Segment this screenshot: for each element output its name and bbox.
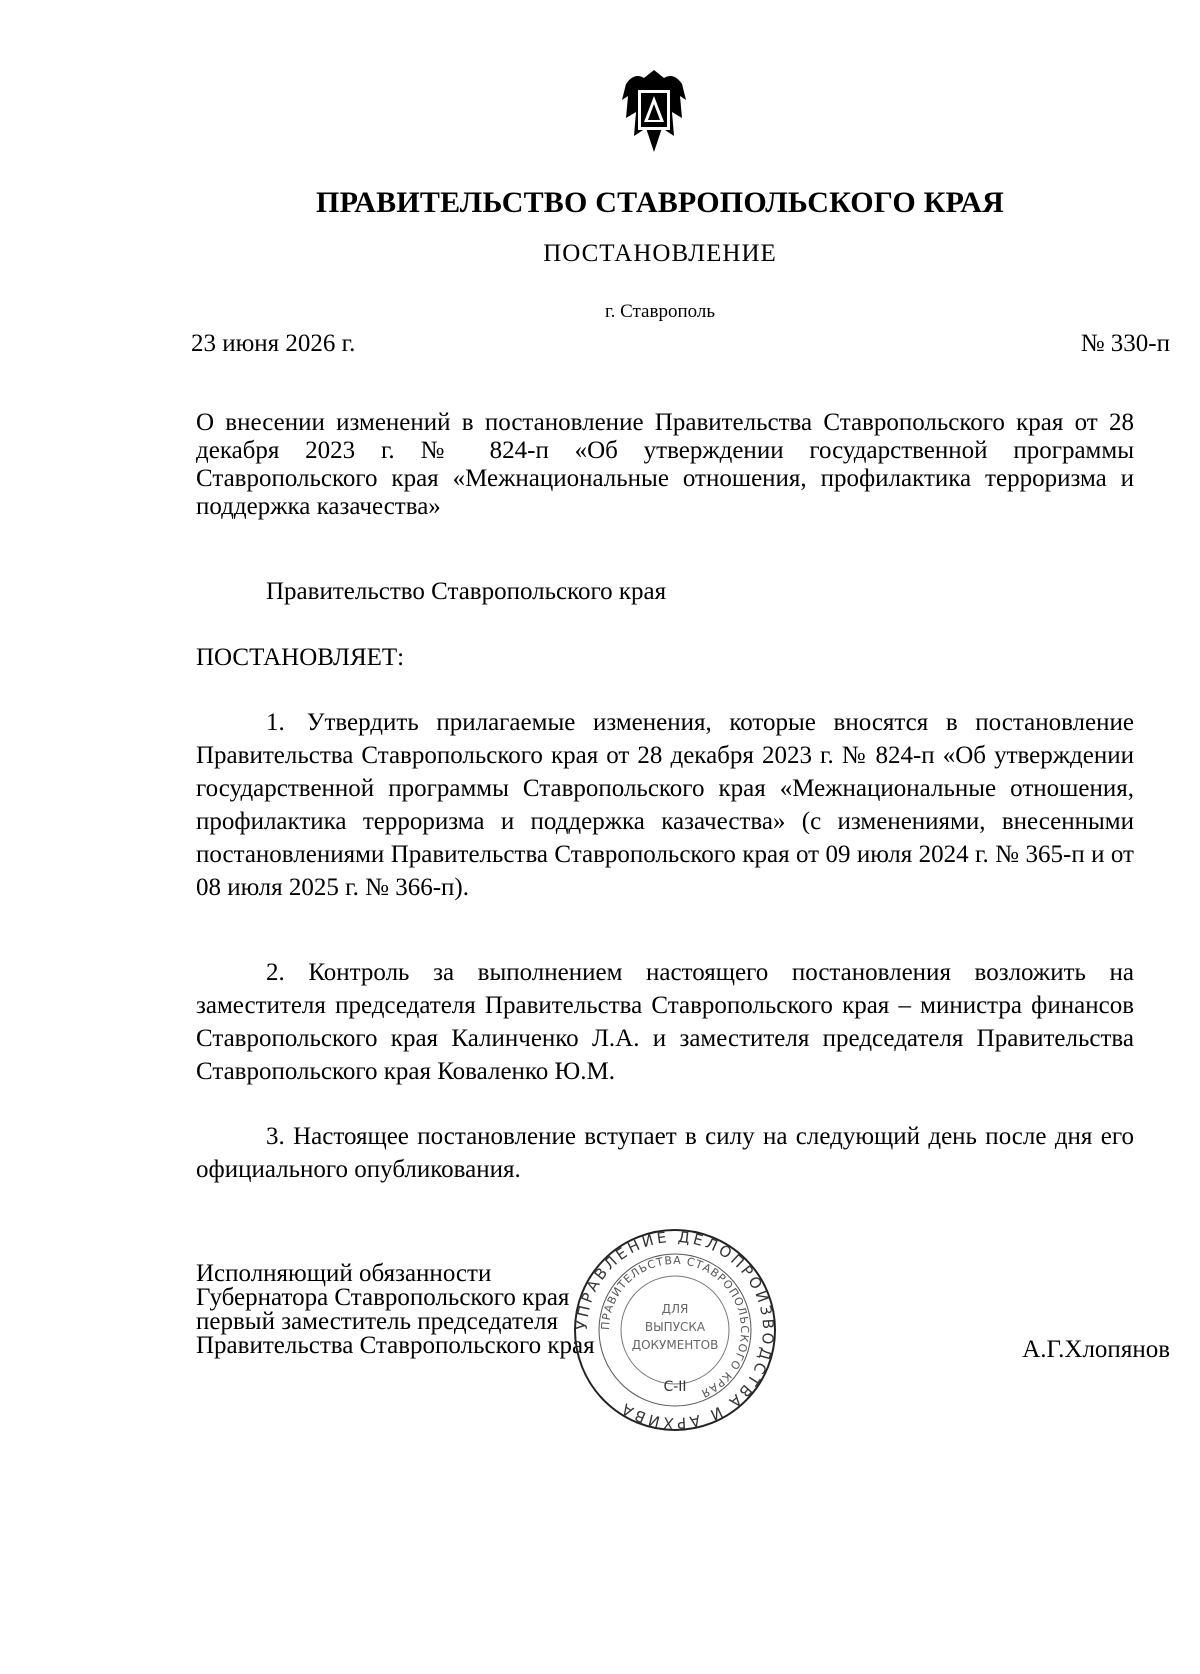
stamp-outer-text: УПРАВЛЕНИЕ ДЕЛОПРОИЗВОДСТВА И АРХИВА [572,1227,778,1433]
subject-line: терроризма и поддержка казачества» [196,465,1135,520]
stamp-center-line: ДОКУМЕНТОВ [631,1338,719,1352]
city: г. Ставрополь [604,301,716,322]
document-date: 23 июня 2026 г. [191,330,356,357]
signature-line: первый заместитель председателя [196,1308,558,1335]
coat-of-arms-icon [616,66,692,158]
preamble: Правительство Ставропольского края [266,578,667,605]
stamp-inner-text: ПРАВИТЕЛЬСТВА СТАВРОПОЛЬСКОГО КРАЯ [598,1253,752,1401]
document-type: ПОСТАНОВЛЕНИЕ [543,240,777,267]
clause-number: 1. [266,709,285,736]
document-number: № 330-п [1080,330,1170,357]
official-stamp-icon [570,1225,780,1435]
decides-heading: ПОСТАНОВЛЯЕТ: [196,644,405,671]
document-subject [196,409,1134,521]
signature-block [196,1262,595,1358]
signature-line: Губернатора Ставропольского края [196,1284,570,1311]
subject-line: О внесении изменений в постановление Правительства Ставропольского края [196,409,1064,436]
signature-line: Правительства Ставропольского края [196,1332,595,1359]
clause-2: 2. Контроль за выполнением настоящего постановления возложить на заместителя председателя Правительства Ставропольского края – министра финансов Ставропольского края Калинченко Л.А. и заместителя председателя Правительства Ставропольского края Коваленко Ю.М. [196,959,1134,1085]
subject-line: от 28 декабря 2023 г. № 824-п «Об утверждении государственной программы [196,409,1134,464]
stamp-code: С-II [663,1379,687,1395]
stamp-center-line: ВЫПУСКА [644,1320,706,1334]
clause-3: 3. Настоящее постановление вступает в силу на следующий день после дня его официального опубликования. [196,1123,1134,1183]
signer-name: А.Г.Хлопянов [1022,1336,1170,1363]
government-title: ПРАВИТЕЛЬСТВО СТАВРОПОЛЬСКОГО КРАЯ [316,186,1004,219]
subject-line: Ставропольского края «Межнациональные отношения, профилактика [196,465,972,492]
stamp-center-line: ДЛЯ [661,1302,689,1316]
clause-1 [196,706,1134,904]
clause-text: Утвердить прилагаемые изменения, которые вносятся в постановление Правительства Ставропольского края от 28 декабря 2023 г. № 824-п «Об утверждении государственной программы Ставропольского края «Межнациональные отношения, профилактика терроризма и поддержка казачества» (с изменениями, внесенными постановлениями Правительства Ставропольского края от 09 июля 2024 г. № 365-п и от 08 июля 2025 г. № 366-п). [196,709,1134,901]
signature-line: Исполняющий обязанности [196,1260,492,1287]
